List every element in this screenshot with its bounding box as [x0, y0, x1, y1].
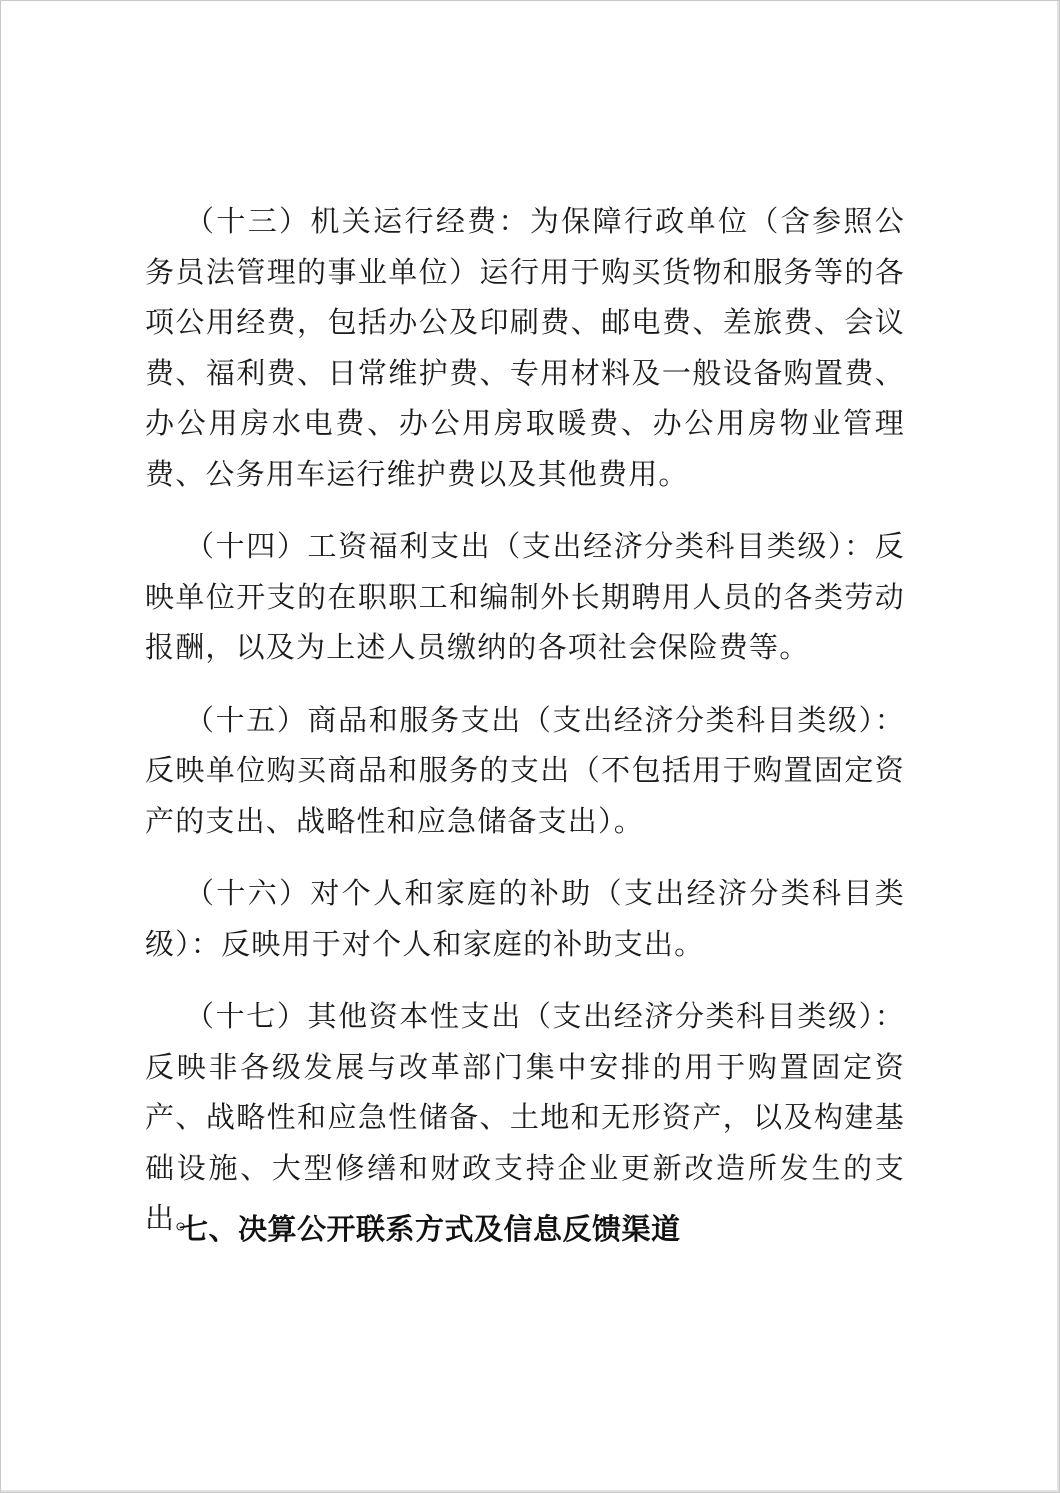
- paragraph-15: （十五）商品和服务支出（支出经济分类科目类级）：反映单位购买商品和服务的支出（不包括用于购置固定资产的支出、战略性和应急储备支出）。: [145, 702, 905, 838]
- document-body: [145, 196, 905, 1266]
- section-heading: 七、决算公开联系方式及信息反馈渠道: [179, 1212, 681, 1246]
- paragraph-13: （十三）机关运行经费：为保障行政单位（含参照公务员法管理的事业单位）运行用于购买货物和服务等的各项公用经费，包括办公及印刷费、邮电费、差旅费、会议费、福利费、日常维护费、专用材料及一般设备购置费、办公用房水电费、办公用房取暖费、办公用房物业管理费、公务用车运行维护费以及其他费用。: [145, 204, 905, 491]
- paragraph-17: （十七）其他资本性支出（支出经济分类科目类级）：反映非各级发展与改革部门集中安排的用于购置固定资产、战略性和应急性储备、土地和无形资产，以及构建基础设施、大型修缮和财政支持企业更新改造所发生的支出。: [145, 999, 905, 1235]
- paragraph-14: （十四）工资福利支出（支出经济分类科目类级）：反映单位开支的在职职工和编制外长期聘用人员的各类劳动报酬，以及为上述人员缴纳的各项社会保险费等。: [145, 529, 905, 664]
- paragraph-16: （十六）对个人和家庭的补助（支出经济分类科目类级）：反映用于对个人和家庭的补助支出。: [145, 876, 905, 961]
